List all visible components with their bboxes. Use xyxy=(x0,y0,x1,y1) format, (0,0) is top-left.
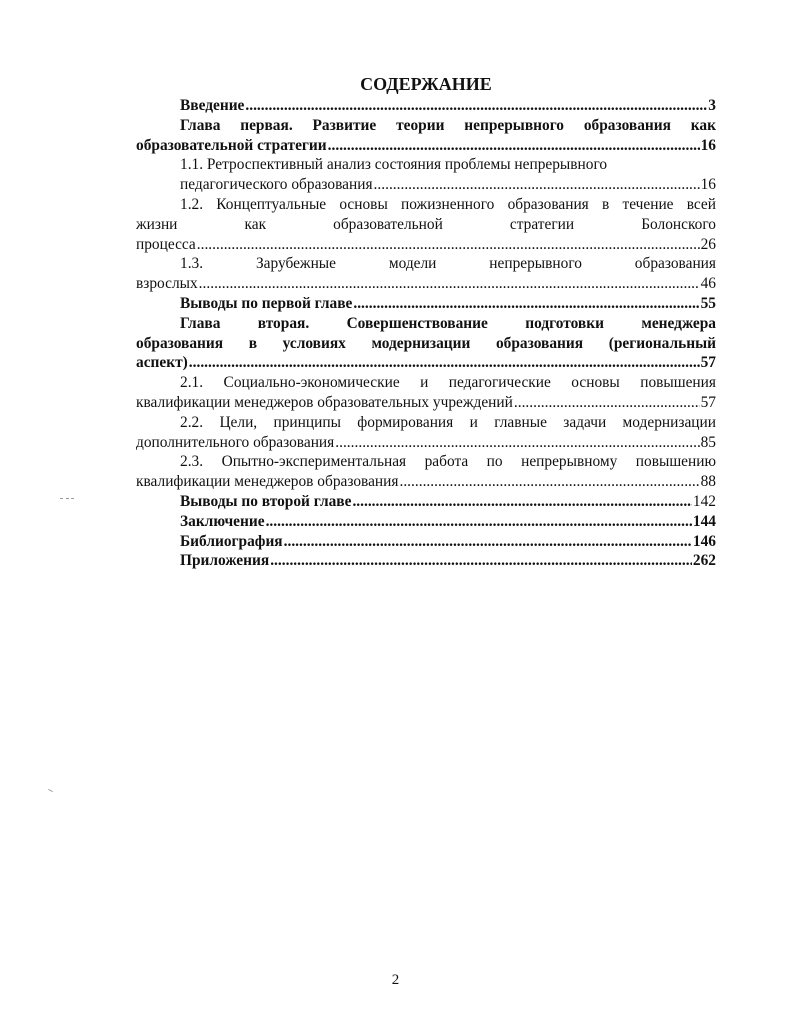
toc-entry-line xyxy=(136,433,716,453)
toc-entry-label: Введение xyxy=(180,97,245,114)
toc-entry-label: образовательной стратегии xyxy=(136,136,327,154)
toc-entry-line: 2.1. Социально-экономические и педагогические основы повышения xyxy=(180,374,716,392)
toc-entry-section-2-1 xyxy=(136,373,716,413)
toc-entry-section-2-2 xyxy=(136,413,716,453)
toc-entry-line: 1.2. Концептуальные основы пожизненного образования в течение всей xyxy=(180,195,716,213)
dot-leader xyxy=(328,136,700,156)
dot-leader xyxy=(335,433,699,453)
toc-entry-page: 55 xyxy=(700,294,716,312)
toc-entry-line xyxy=(180,175,716,195)
toc-entry-label: педагогического образования xyxy=(180,176,373,194)
toc-entry-label: Библиография xyxy=(180,532,283,550)
toc-entry-section-1-3 xyxy=(136,254,716,294)
toc-entry-label: Выводы по второй главе xyxy=(180,492,352,510)
toc-entry-line: Глава первая. Развитие теории непрерывного образования как xyxy=(180,116,716,134)
dot-leader xyxy=(352,492,691,512)
toc-entry-label: квалификации менеджеров образовательных учреждений xyxy=(136,393,513,411)
toc-entry-label: аспект) xyxy=(136,354,188,372)
toc-entry-page: 142 xyxy=(692,492,716,510)
toc-entry-page: 85 xyxy=(700,433,716,451)
dot-leader xyxy=(197,235,700,255)
toc-entry-line: жизни как образовательной стратегии Болонского xyxy=(136,215,716,233)
toc-list xyxy=(136,96,716,571)
dot-leader xyxy=(270,551,692,571)
toc-entry-chapter-1 xyxy=(136,116,716,156)
toc-entry-page: 57 xyxy=(700,393,716,411)
toc-entry-line xyxy=(136,136,716,156)
scan-speck xyxy=(60,498,63,499)
toc-entry-intro xyxy=(136,96,716,116)
toc-entry-page: 146 xyxy=(692,532,716,550)
toc-entry-page: 16 xyxy=(700,136,716,154)
dot-leader xyxy=(514,393,700,413)
dot-leader xyxy=(266,512,692,532)
toc-entry-page: 16 xyxy=(700,176,716,194)
toc-entry-page: 46 xyxy=(700,275,716,293)
dot-leader xyxy=(189,353,700,373)
toc-entry-page: 3 xyxy=(708,97,716,114)
toc-entry-label: дополнительного образования xyxy=(136,433,335,451)
toc-entry-conclusion xyxy=(136,512,716,532)
toc-entry-line xyxy=(136,274,716,294)
toc-entry-page: 26 xyxy=(700,235,716,253)
dot-leader xyxy=(245,96,707,116)
toc-entry-label: взрослых xyxy=(136,275,198,293)
page-title: СОДЕРЖАНИЕ xyxy=(360,74,492,94)
toc-entry-chapter-2 xyxy=(136,314,716,373)
toc-entry-label: Выводы по первой главе xyxy=(180,294,353,312)
toc-entry-line xyxy=(136,472,716,492)
table-of-contents-page xyxy=(136,72,716,571)
toc-entry-line xyxy=(136,353,716,373)
toc-entry-page: 262 xyxy=(692,552,716,570)
toc-entry-page: 144 xyxy=(692,512,716,530)
toc-entry-section-2-3 xyxy=(136,452,716,492)
toc-entry-appendix xyxy=(136,551,716,571)
toc-entry-line xyxy=(136,235,716,255)
toc-entry-label: Заключение xyxy=(180,512,265,530)
toc-entry-line: 1.1. Ретроспективный анализ состояния проблемы непрерывного xyxy=(180,156,608,174)
dot-leader xyxy=(374,175,700,195)
toc-entry-label: квалификации менеджеров образования xyxy=(136,473,399,491)
toc-entry-line: 2.3. Опытно-экспериментальная работа по непрерывному повышению xyxy=(180,453,716,471)
dot-leader xyxy=(284,532,692,552)
toc-entry-label: Приложения xyxy=(180,552,270,570)
dot-leader xyxy=(353,294,699,314)
toc-entry-line xyxy=(136,393,716,413)
toc-entry-bibliography xyxy=(136,532,716,552)
toc-entry-line: 1.3. Зарубежные модели непрерывного образования xyxy=(180,255,716,273)
dot-leader xyxy=(399,472,699,492)
scan-speck xyxy=(66,498,69,499)
toc-entry-section-1-1 xyxy=(136,155,716,195)
dot-leader xyxy=(199,274,700,294)
toc-entry-conclusions-1 xyxy=(136,294,716,314)
toc-entry-line: 2.2. Цели, принципы формирования и главные задачи модернизации xyxy=(180,413,716,431)
toc-entry-line: образования в условиях модернизации образования (региональный xyxy=(136,334,716,352)
toc-entry-page: 88 xyxy=(700,473,716,491)
toc-entry-section-1-2 xyxy=(136,195,716,254)
toc-entry-line: Глава вторая. Совершенствование подготовки менеджера xyxy=(180,314,716,332)
toc-entry-label: процесса xyxy=(136,235,196,253)
page-number: 2 xyxy=(391,972,400,988)
toc-entry-page: 57 xyxy=(700,354,716,372)
scan-speck xyxy=(71,498,74,499)
toc-entry-conclusions-2 xyxy=(136,492,716,512)
scan-speck xyxy=(48,789,53,792)
